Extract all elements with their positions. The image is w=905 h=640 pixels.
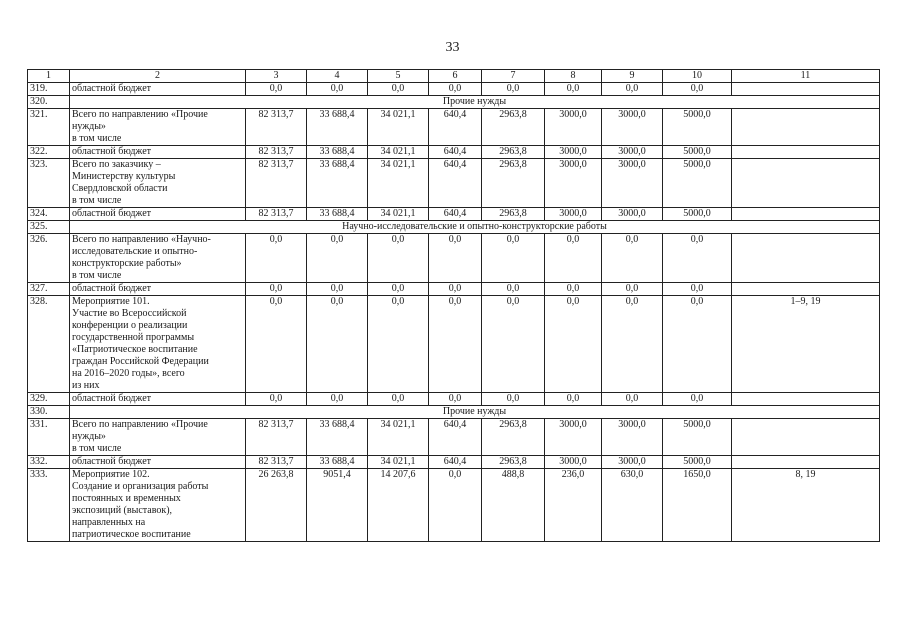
target-indicators-cell: 1–9, 19 (732, 296, 880, 393)
row-number: 325. (28, 221, 70, 234)
description-line: областной бюджет (72, 146, 152, 157)
row-description (70, 109, 246, 146)
description-line: постоянных и временных (72, 493, 181, 504)
table-row (28, 159, 880, 208)
value-cell-col5: 14 207,6 (368, 469, 429, 542)
target-indicators-cell (732, 159, 880, 208)
row-number: 319. (28, 83, 70, 96)
value-cell-col10: 1650,0 (663, 469, 732, 542)
value-cell-col9: 0,0 (602, 283, 663, 296)
value-cell-col6: 0,0 (429, 296, 482, 393)
value-cell-col4: 0,0 (307, 296, 368, 393)
value-cell-col6: 0,0 (429, 234, 482, 283)
value-cell-col3: 82 313,7 (246, 208, 307, 221)
value-cell-col10: 5000,0 (663, 159, 732, 208)
description-line: «Патриотическое воспитание (72, 344, 198, 355)
table-row (28, 283, 880, 296)
description-line: Свердловской области (72, 183, 168, 194)
description-line: в том числе (72, 195, 122, 206)
table-row (28, 393, 880, 406)
value-cell-col5: 34 021,1 (368, 109, 429, 146)
value-cell-col8: 3000,0 (545, 456, 602, 469)
description-line: областной бюджет (72, 456, 152, 467)
value-cell-col9: 3000,0 (602, 109, 663, 146)
table-row (28, 234, 880, 283)
value-cell-col7: 2963,8 (482, 208, 545, 221)
description-line: Всего по направлению «Прочие (72, 109, 208, 120)
row-description (70, 283, 246, 296)
value-cell-col7: 0,0 (482, 283, 545, 296)
value-cell-col9: 0,0 (602, 234, 663, 283)
value-cell-col3: 82 313,7 (246, 419, 307, 456)
column-header-6: 6 (429, 70, 482, 83)
value-cell-col8: 3000,0 (545, 208, 602, 221)
row-number: 323. (28, 159, 70, 208)
row-number: 332. (28, 456, 70, 469)
value-cell-col3: 0,0 (246, 296, 307, 393)
section-row (28, 96, 880, 109)
row-number: 331. (28, 419, 70, 456)
table-row (28, 83, 880, 96)
column-header-1: 1 (28, 70, 70, 83)
value-cell-col10: 0,0 (663, 234, 732, 283)
value-cell-col6: 0,0 (429, 83, 482, 96)
value-cell-col10: 0,0 (663, 296, 732, 393)
value-cell-col10: 0,0 (663, 393, 732, 406)
row-description (70, 469, 246, 542)
value-cell-col5: 0,0 (368, 393, 429, 406)
value-cell-col3: 0,0 (246, 83, 307, 96)
value-cell-col3: 82 313,7 (246, 146, 307, 159)
target-indicators-cell (732, 456, 880, 469)
description-line: исследовательские и опытно- (72, 246, 198, 257)
table-header-row (28, 70, 880, 83)
target-indicators-cell (732, 109, 880, 146)
value-cell-col4: 33 688,4 (307, 419, 368, 456)
description-line: Всего по направлению «Прочие (72, 419, 208, 430)
value-cell-col8: 3000,0 (545, 146, 602, 159)
value-cell-col9: 3000,0 (602, 208, 663, 221)
description-line: граждан Российской Федерации (72, 356, 209, 367)
description-line: из них (72, 380, 100, 391)
value-cell-col10: 5000,0 (663, 109, 732, 146)
value-cell-col4: 33 688,4 (307, 456, 368, 469)
target-indicators-cell (732, 419, 880, 456)
description-line: в том числе (72, 133, 122, 144)
row-number: 329. (28, 393, 70, 406)
value-cell-col10: 5000,0 (663, 419, 732, 456)
value-cell-col4: 0,0 (307, 283, 368, 296)
value-cell-col9: 630,0 (602, 469, 663, 542)
value-cell-col9: 3000,0 (602, 456, 663, 469)
value-cell-col5: 34 021,1 (368, 456, 429, 469)
value-cell-col3: 82 313,7 (246, 456, 307, 469)
value-cell-col4: 9051,4 (307, 469, 368, 542)
table-row (28, 208, 880, 221)
description-line: конструкторские работы» (72, 258, 182, 269)
value-cell-col9: 3000,0 (602, 159, 663, 208)
value-cell-col9: 0,0 (602, 296, 663, 393)
value-cell-col8: 0,0 (545, 283, 602, 296)
value-cell-col8: 3000,0 (545, 159, 602, 208)
row-description (70, 419, 246, 456)
row-number: 322. (28, 146, 70, 159)
value-cell-col7: 2963,8 (482, 456, 545, 469)
value-cell-col5: 34 021,1 (368, 146, 429, 159)
value-cell-col3: 82 313,7 (246, 159, 307, 208)
value-cell-col8: 0,0 (545, 296, 602, 393)
row-number: 327. (28, 283, 70, 296)
row-number: 333. (28, 469, 70, 542)
value-cell-col3: 0,0 (246, 393, 307, 406)
value-cell-col4: 33 688,4 (307, 146, 368, 159)
row-description (70, 208, 246, 221)
value-cell-col4: 33 688,4 (307, 109, 368, 146)
value-cell-col4: 0,0 (307, 393, 368, 406)
value-cell-col6: 640,4 (429, 109, 482, 146)
row-description (70, 296, 246, 393)
target-indicators-cell (732, 83, 880, 96)
value-cell-col8: 0,0 (545, 393, 602, 406)
value-cell-col7: 2963,8 (482, 146, 545, 159)
value-cell-col7: 0,0 (482, 296, 545, 393)
section-title: Научно-исследовательские и опытно-конструкторские работы (70, 221, 880, 234)
table-row (28, 146, 880, 159)
row-number: 328. (28, 296, 70, 393)
value-cell-col4: 33 688,4 (307, 159, 368, 208)
description-line: Всего по направлению «Научно- (72, 234, 211, 245)
description-line: Мероприятие 102. (72, 469, 150, 480)
row-number: 324. (28, 208, 70, 221)
value-cell-col3: 26 263,8 (246, 469, 307, 542)
target-indicators-cell (732, 208, 880, 221)
value-cell-col8: 3000,0 (545, 419, 602, 456)
column-header-9: 9 (602, 70, 663, 83)
value-cell-col8: 0,0 (545, 234, 602, 283)
target-indicators-cell (732, 283, 880, 296)
value-cell-col5: 34 021,1 (368, 208, 429, 221)
value-cell-col6: 640,4 (429, 159, 482, 208)
value-cell-col9: 3000,0 (602, 146, 663, 159)
value-cell-col3: 0,0 (246, 283, 307, 296)
value-cell-col6: 640,4 (429, 208, 482, 221)
description-line: областной бюджет (72, 83, 152, 94)
table-row (28, 456, 880, 469)
budget-table (27, 69, 880, 542)
target-indicators-cell: 8, 19 (732, 469, 880, 542)
value-cell-col10: 5000,0 (663, 208, 732, 221)
table-row (28, 469, 880, 542)
description-line: нужды» (72, 431, 106, 442)
description-line: областной бюджет (72, 208, 152, 219)
value-cell-col3: 82 313,7 (246, 109, 307, 146)
value-cell-col6: 640,4 (429, 146, 482, 159)
target-indicators-cell (732, 234, 880, 283)
value-cell-col8: 236,0 (545, 469, 602, 542)
column-header-3: 3 (246, 70, 307, 83)
column-header-5: 5 (368, 70, 429, 83)
section-title: Прочие нужды (70, 96, 880, 109)
value-cell-col5: 0,0 (368, 83, 429, 96)
row-number: 326. (28, 234, 70, 283)
row-description (70, 83, 246, 96)
value-cell-col5: 0,0 (368, 234, 429, 283)
value-cell-col4: 33 688,4 (307, 208, 368, 221)
row-number: 330. (28, 406, 70, 419)
target-indicators-cell (732, 146, 880, 159)
row-number: 320. (28, 96, 70, 109)
description-line: экспозиций (выставок), (72, 505, 173, 516)
column-header-10: 10 (663, 70, 732, 83)
value-cell-col6: 0,0 (429, 283, 482, 296)
value-cell-col3: 0,0 (246, 234, 307, 283)
description-line: Участие во Всероссийской (72, 308, 187, 319)
column-header-2: 2 (70, 70, 246, 83)
value-cell-col9: 0,0 (602, 83, 663, 96)
value-cell-col10: 5000,0 (663, 456, 732, 469)
row-description (70, 393, 246, 406)
description-line: конференции о реализации (72, 320, 188, 331)
value-cell-col5: 34 021,1 (368, 419, 429, 456)
value-cell-col5: 34 021,1 (368, 159, 429, 208)
row-description (70, 234, 246, 283)
value-cell-col6: 640,4 (429, 419, 482, 456)
description-line: патриотическое воспитание (72, 529, 191, 540)
table-row (28, 109, 880, 146)
description-line: государственной программы (72, 332, 195, 343)
value-cell-col7: 2963,8 (482, 159, 545, 208)
column-header-8: 8 (545, 70, 602, 83)
section-row (28, 406, 880, 419)
description-line: на 2016–2020 годы», всего (72, 368, 185, 379)
value-cell-col7: 0,0 (482, 234, 545, 283)
value-cell-col6: 0,0 (429, 393, 482, 406)
value-cell-col8: 0,0 (545, 83, 602, 96)
value-cell-col10: 5000,0 (663, 146, 732, 159)
value-cell-col7: 488,8 (482, 469, 545, 542)
description-line: областной бюджет (72, 393, 152, 404)
value-cell-col4: 0,0 (307, 234, 368, 283)
value-cell-col8: 3000,0 (545, 109, 602, 146)
description-line: нужды» (72, 121, 106, 132)
value-cell-col10: 0,0 (663, 83, 732, 96)
column-header-7: 7 (482, 70, 545, 83)
description-line: в том числе (72, 443, 122, 454)
row-description (70, 159, 246, 208)
description-line: Всего по заказчику – (72, 159, 161, 170)
target-indicators-cell (732, 393, 880, 406)
value-cell-col9: 0,0 (602, 393, 663, 406)
value-cell-col7: 2963,8 (482, 109, 545, 146)
value-cell-col4: 0,0 (307, 83, 368, 96)
column-header-4: 4 (307, 70, 368, 83)
description-line: в том числе (72, 270, 122, 281)
value-cell-col7: 0,0 (482, 393, 545, 406)
value-cell-col5: 0,0 (368, 296, 429, 393)
description-line: Министерству культуры (72, 171, 176, 182)
value-cell-col7: 0,0 (482, 83, 545, 96)
row-description (70, 456, 246, 469)
value-cell-col10: 0,0 (663, 283, 732, 296)
description-line: областной бюджет (72, 283, 152, 294)
description-line: Создание и организация работы (72, 481, 209, 492)
table-row (28, 296, 880, 393)
section-row (28, 221, 880, 234)
description-line: Мероприятие 101. (72, 296, 150, 307)
row-number: 321. (28, 109, 70, 146)
value-cell-col6: 640,4 (429, 456, 482, 469)
value-cell-col5: 0,0 (368, 283, 429, 296)
value-cell-col9: 3000,0 (602, 419, 663, 456)
section-title: Прочие нужды (70, 406, 880, 419)
row-description (70, 146, 246, 159)
page-number: 33 (445, 40, 460, 55)
table-row (28, 419, 880, 456)
column-header-11: 11 (732, 70, 880, 83)
value-cell-col7: 2963,8 (482, 419, 545, 456)
value-cell-col6: 0,0 (429, 469, 482, 542)
description-line: направленных на (72, 517, 146, 528)
